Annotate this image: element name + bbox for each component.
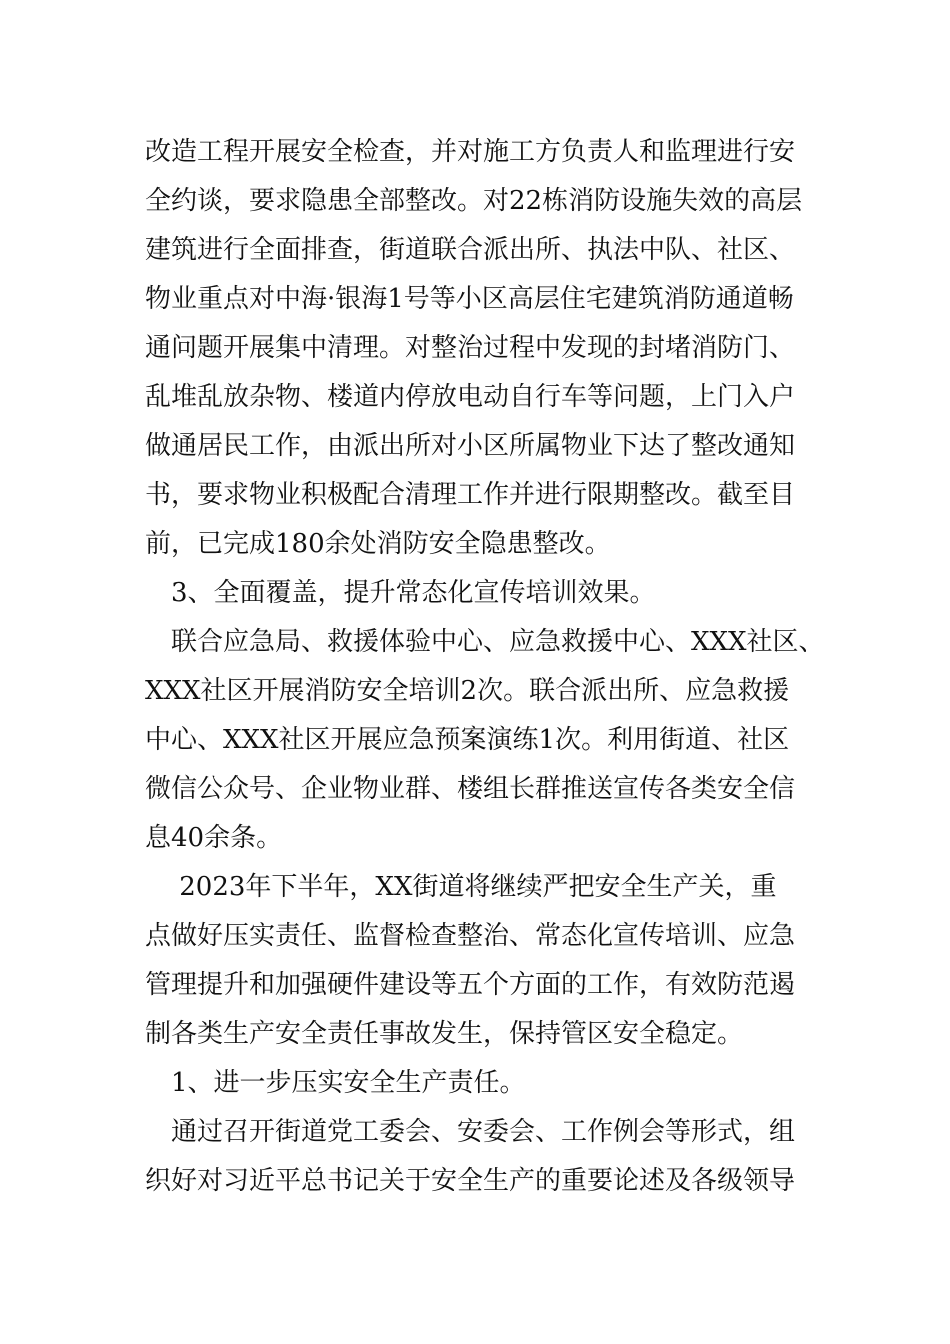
text-line: 乱堆乱放杂物、楼道内停放电动自行车等问题，上门入户 (145, 382, 796, 412)
text-line: 书，要求物业积极配合清理工作并进行限期整改。截至目 (145, 480, 796, 510)
document-body (145, 128, 825, 1206)
section-heading: 1、进一步压实安全生产责任。 (145, 1068, 526, 1098)
text-line: 全约谈，要求隐患全部整改。对22栋消防设施失效的高层 (145, 186, 803, 216)
text-line: 通过召开街道党工委会、安委会、工作例会等形式，组 (145, 1117, 796, 1147)
text-line: 通问题开展集中清理。对整治过程中发现的封堵消防门、 (145, 333, 796, 363)
text-line: 管理提升和加强硬件建设等五个方面的工作，有效防范遏 (145, 970, 796, 1000)
text-line: 息40余条。 (145, 823, 283, 853)
text-line: 点做好压实责任、监督检查整治、常态化宣传培训、应急 (145, 921, 796, 951)
text-line: 联合应急局、救援体验中心、应急救援中心、XXX社区、 (145, 627, 825, 657)
text-line: 建筑进行全面排查，街道联合派出所、执法中队、社区、 (145, 235, 796, 265)
text-line: 微信公众号、企业物业群、楼组长群推送宣传各类安全信 (145, 774, 796, 804)
text-line: 织好对习近平总书记关于安全生产的重要论述及各级领导 (145, 1166, 796, 1196)
text-line: 做通居民工作，由派出所对小区所属物业下达了整改通知 (145, 431, 796, 461)
text-line: 物业重点对中海·银海1号等小区高层住宅建筑消防通道畅 (145, 284, 794, 314)
text-line: 2023年下半年，XX街道将继续严把安全生产关，重 (145, 872, 777, 902)
section-heading: 3、全面覆盖，提升常态化宣传培训效果。 (145, 578, 656, 608)
text-line: 前，已完成180余处消防安全隐患整改。 (145, 529, 611, 559)
text-line: XXX社区开展消防安全培训2次。联合派出所、应急救援 (145, 676, 790, 706)
text-line: 中心、XXX社区开展应急预案演练1次。利用街道、社区 (145, 725, 790, 755)
text-line: 制各类生产安全责任事故发生，保持管区安全稳定。 (145, 1019, 744, 1049)
text-line: 改造工程开展安全检查，并对施工方负责人和监理进行安 (145, 137, 796, 167)
